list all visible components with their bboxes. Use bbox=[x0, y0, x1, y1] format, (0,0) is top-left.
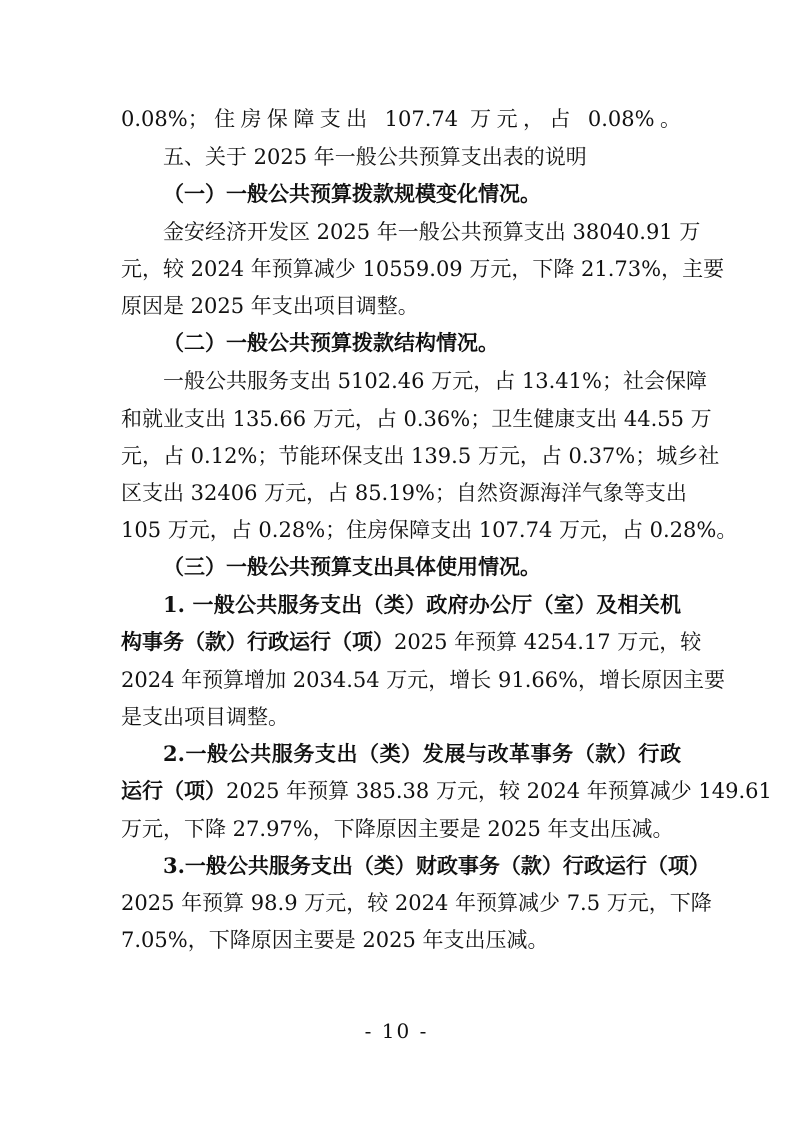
paragraph-line: 2025 年预算 98.9 万元，较 2024 年预算减少 7.5 万元，下降 bbox=[121, 891, 712, 915]
paragraph-line: 一般公共服务支出 5102.46 万元，占 13.41%；社会保障 bbox=[163, 369, 707, 393]
subsection-heading: （三）一般公共预算支出具体使用情况。 bbox=[163, 554, 541, 579]
paragraph-line: 元，占 0.12%；节能环保支出 139.5 万元，占 0.37%；城乡社 bbox=[121, 444, 720, 468]
paragraph-line: 元，较 2024 年预算减少 10559.09 万元，下降 21.73%，主要 bbox=[121, 257, 725, 281]
item-heading: 1. 一般公共服务支出（类）政府办公厅（室）及相关机 bbox=[163, 592, 681, 617]
item-heading: 3.一般公共服务支出（类）财政事务（款）行政运行（项） bbox=[163, 853, 710, 878]
paragraph-line: 原因是 2025 年支出项目调整。 bbox=[121, 294, 419, 318]
item-heading-continued: 构事务（款）行政运行（项） bbox=[121, 629, 394, 654]
paragraph-line: 7.05%，下降原因主要是 2025 年支出压减。 bbox=[121, 928, 549, 952]
paragraph-line: 区支出 32406 万元，占 85.19%；自然资源海洋气象等支出 bbox=[121, 481, 687, 505]
item-text: 2025 年预算 4254.17 万元，较 bbox=[394, 630, 702, 654]
item-text: 2025 年预算 385.38 万元，较 2024 年预算减少 149.61 bbox=[226, 779, 772, 803]
page-number: - 10 - bbox=[364, 1019, 429, 1043]
subsection-heading: （一）一般公共预算拨款规模变化情况。 bbox=[163, 181, 541, 206]
paragraph-line bbox=[121, 777, 772, 805]
item-heading: 2.一般公共服务支出（类）发展与改革事务（款）行政 bbox=[163, 741, 681, 766]
subsection-heading: （二）一般公共预算拨款结构情况。 bbox=[163, 330, 499, 355]
paragraph-line bbox=[121, 628, 702, 656]
paragraph-line: 是支出项目调整。 bbox=[121, 705, 289, 729]
paragraph-line: 金安经济开发区 2025 年一般公共预算支出 38040.91 万 bbox=[163, 220, 701, 244]
item-heading-continued: 运行（项） bbox=[121, 778, 226, 803]
paragraph-line: 和就业支出 135.66 万元，占 0.36%；卫生健康支出 44.55 万 bbox=[121, 407, 712, 431]
paragraph-line: 万元，下降 27.97%，下降原因主要是 2025 年支出压减。 bbox=[121, 817, 674, 841]
paragraph-line: 105 万元，占 0.28%；住房保障支出 107.74 万元，占 0.28%。 bbox=[121, 518, 738, 542]
section-heading: 五、关于 2025 年一般公共预算支出表的说明 bbox=[163, 145, 587, 169]
paragraph-line: 0.08%；住房保障支出 107.74 万元，占 0.08%。 bbox=[121, 107, 681, 131]
paragraph-line: 2024 年预算增加 2034.54 万元，增长 91.66%，增长原因主要 bbox=[121, 668, 726, 692]
